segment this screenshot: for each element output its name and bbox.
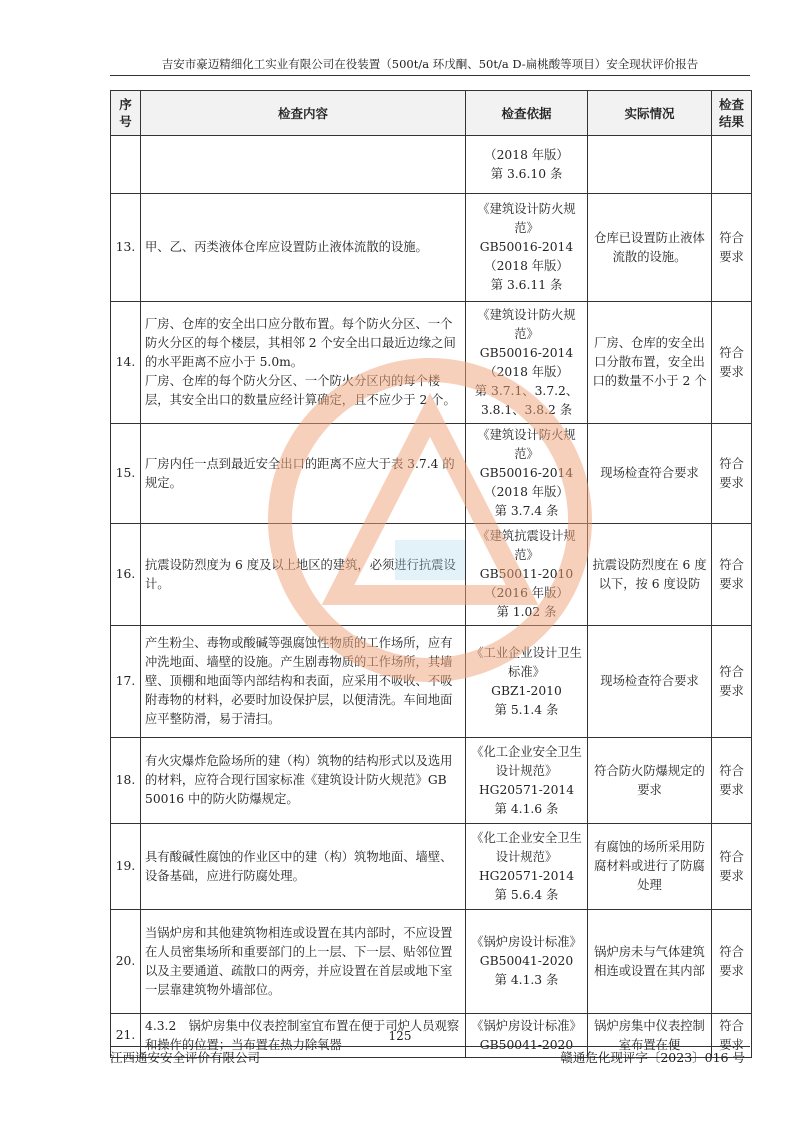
row-result: 符合要求 [712,194,752,302]
row-number: 19. [111,824,141,910]
row-result [712,136,752,194]
row-content: 产生粉尘、毒物或酸碱等强腐蚀性物质的工作场所，应有冲洗地面、墙壁的设施。产生剧毒物质的工作场所，其墙壁、顶棚和地面等内部结构和表面，应采用不吸收、不吸附毒物的材料，必要时加设保护层，以便清洗。车间地面应平整防滑，易于清扫。 [141,626,466,738]
row-content: 厂房内任一点到最近安全出口的距离不应大于表 3.7.4 的规定。 [141,424,466,524]
table-row [111,738,752,824]
row-result: 符合要求 [712,738,752,824]
row-basis: 《锅炉房设计标准》GB50041-2020 [466,1014,588,1058]
row-number: 20. [111,910,141,1014]
row-number [111,136,141,194]
row-number: 13. [111,194,141,302]
table-row [111,194,752,302]
table-row [111,136,752,194]
header-rule [110,75,750,76]
footer-rule [110,1046,750,1047]
row-content [141,136,466,194]
header-content: 检查内容 [141,91,466,136]
table-body [111,136,752,1058]
table-row [111,424,752,524]
row-actual: 抗震设防烈度在 6 度以下，按 6 度设防 [588,524,712,626]
footer-company: 江西通安安全评价有限公司 [110,1050,261,1065]
row-content: 抗震设防烈度为 6 度及以上地区的建筑，必须进行抗震设计。 [141,524,466,626]
row-actual [588,136,712,194]
inspection-table [110,90,752,1058]
row-basis: 《建筑设计防火规范》 GB50016-2014 （2018 年版） 第 3.7.1、3.7.2、3.8.1、3.8.2 条 [466,302,588,424]
row-basis: 《化工企业安全卫生设计规范》 HG20571-2014 第 5.6.4 条 [466,824,588,910]
row-actual: 锅炉房未与气体建筑相连或设置在其内部 [588,910,712,1014]
header-basis: 检查依据 [466,91,588,136]
table-row [111,302,752,424]
header-num: 序号 [111,91,141,136]
page-header: 吉安市豪迈精细化工实业有限公司在役装置（500t/a 环戊酮、50t/a D-扁桃酸等项目）安全现状评价报告 [161,57,699,71]
table-row [111,910,752,1014]
row-result: 符合要求 [712,424,752,524]
row-basis: 《建筑设计防火规范》 GB50016-2014 （2018 年版） 第 3.6.11 条 [466,194,588,302]
header-actual: 实际情况 [588,91,712,136]
row-basis: 《工业企业设计卫生标准》 GBZ1-2010 第 5.1.4 条 [466,626,588,738]
row-result: 符合要求 [712,824,752,910]
row-basis: 《建筑设计防火规范》 GB50016-2014 （2018 年版） 第 3.7.4 条 [466,424,588,524]
row-number: 21. [111,1014,141,1058]
table-row [111,524,752,626]
row-result: 符合要求 [712,524,752,626]
row-content: 当锅炉房和其他建筑物相连或设置在其内部时，不应设置在人员密集场所和重要部门的上一层、下一层、贴邻位置以及主要通道、疏散口的两旁，并应设置在首层或地下室一层靠建筑物外墙部位。 [141,910,466,1014]
row-result: 符合要求 [712,1014,752,1058]
row-number: 17. [111,626,141,738]
row-actual: 现场检查符合要求 [588,424,712,524]
row-content: 厂房、仓库的安全出口应分散布置。每个防火分区、一个防火分区的每个楼层，其相邻 2 个安全出口最近边缘之间的水平距离不应小于 5.0m。 厂房、仓库的每个防火分区、一个防火分区内的每个楼层，其安全出口的数量应经计算确定，且不应少于 2 个。 [141,302,466,424]
row-actual: 现场检查符合要求 [588,626,712,738]
row-result: 符合要求 [712,626,752,738]
footer-doc-number: 赣通危化现评字〔2023〕016 号 [560,1050,745,1065]
row-actual: 锅炉房集中仪表控制室布置在便 [588,1014,712,1058]
table-row [111,824,752,910]
row-basis: （2018 年版） 第 3.6.10 条 [466,136,588,194]
row-number: 14. [111,302,141,424]
row-result: 符合要求 [712,910,752,1014]
row-content: 有火灾爆炸危险场所的建（构）筑物的结构形式以及选用的材料，应符合现行国家标准《建筑设计防火规范》GB 50016 中的防火防爆规定。 [141,738,466,824]
row-actual: 符合防火防爆规定的要求 [588,738,712,824]
row-result: 符合要求 [712,302,752,424]
row-content: 甲、乙、丙类液体仓库应设置防止液体流散的设施。 [141,194,466,302]
row-number: 18. [111,738,141,824]
row-basis: 《化工企业安全卫生设计规范》 HG20571-2014 第 4.1.6 条 [466,738,588,824]
row-number: 16. [111,524,141,626]
row-number: 15. [111,424,141,524]
row-actual: 仓库已设置防止液体流散的设施。 [588,194,712,302]
table-row [111,626,752,738]
row-basis: 《锅炉房设计标准》GB50041-2020 第 4.1.3 条 [466,910,588,1014]
page-number: 125 [388,1029,412,1043]
row-actual: 厂房、仓库的安全出口分散布置，安全出口的数量不小于 2 个 [588,302,712,424]
row-actual: 有腐蚀的场所采用防腐材料或进行了防腐处理 [588,824,712,910]
row-content: 4.3.2 锅炉房集中仪表控制室宜布置在便于司炉人员观察和操作的位置；当布置在热力除氧器 [141,1014,466,1058]
table-header-row [111,91,752,136]
row-basis: 《建筑抗震设计规范》 GB50011-2010 （2016 年版） 第 1.02 条 [466,524,588,626]
header-result: 检查结果 [712,91,752,136]
row-content: 具有酸碱性腐蚀的作业区中的建（构）筑物地面、墙壁、设备基础，应进行防腐处理。 [141,824,466,910]
